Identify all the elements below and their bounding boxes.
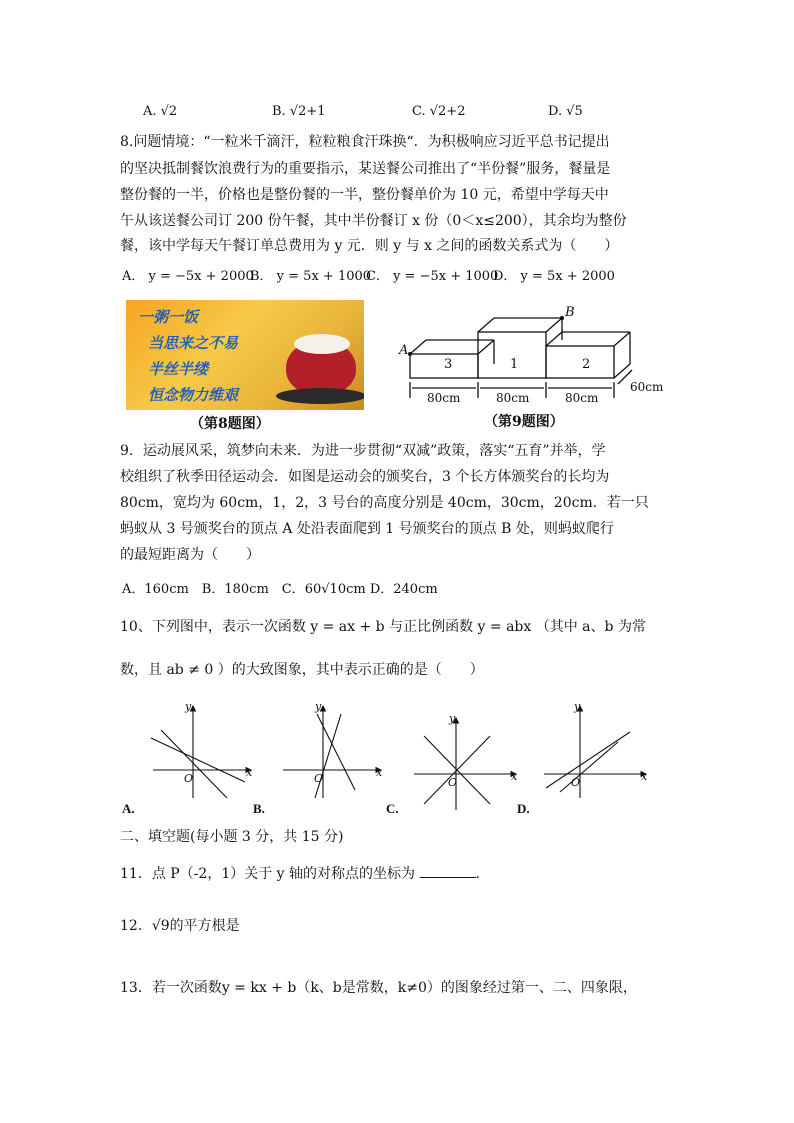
graph-b-y-label: y — [315, 700, 322, 713]
q9-line-4: 蚂蚁从 3 号颁奖台的顶点 A 处沿表面爬到 1 号颁奖台的顶点 B 处，则蚂蚁爬行 — [120, 521, 614, 537]
q11-text: 11．点 P（-2，1）关于 y 轴的对称点的坐标为 — [120, 866, 416, 882]
graph-b-x-label: x — [376, 766, 383, 779]
q8-option-c: C． y = −5x + 1000 — [366, 269, 499, 284]
q9-options: A．160cm B．180cm C．60√10cm D．240cm — [122, 582, 438, 597]
box-label-3: 3 — [444, 357, 453, 372]
figure-8-image — [126, 300, 364, 410]
q13: 13．若一次函数y = kx + b（k、b是常数，k≠0）的图象经过第一、二、四象限， — [120, 980, 637, 996]
q9-line-1: 9．运动展风采，筑梦向未来．为进一步贯彻“双减”政策，落实“五育”并举，学 — [120, 443, 606, 459]
poem-line-1: 一粥一饭 — [138, 308, 199, 326]
q7-option-c: C. √2+2 — [412, 104, 466, 119]
dim-80cm-1: 80cm — [427, 391, 461, 405]
rice-icon — [294, 334, 350, 354]
q8-line-1: 8.问题情境：“一粒米千滴汗，粒粒粮食汗珠换“．为积极响应习近平总书记提出 — [120, 134, 610, 150]
q8-line-5: 餐，该中学每天午餐订单总费用为 y 元．则 y 与 x 之间的函数关系式为（ ） — [120, 238, 619, 254]
label-b: B — [565, 305, 575, 320]
graph-d — [540, 700, 652, 800]
dim-80cm-3: 80cm — [565, 391, 599, 405]
dim-60cm: 60cm — [630, 380, 664, 394]
q8-option-d: D． y = 5x + 2000 — [493, 269, 615, 284]
q8-line-4: 午从该送餐公司订 200 份午餐，其中半份餐订 x 份（0＜x≤200），其余均为整份 — [120, 213, 627, 229]
section-2-heading: 二、填空题(每小题 3 分，共 15 分) — [120, 829, 344, 845]
graph-d-x-label: x — [641, 770, 648, 783]
label-a: A — [399, 343, 409, 358]
poem-line-3: 半丝半缕 — [148, 360, 209, 378]
graph-a-y-label: y — [185, 700, 192, 713]
q11-end: . — [475, 866, 480, 882]
graph-c-y-label: y — [449, 712, 456, 725]
box-label-1: 1 — [510, 357, 519, 372]
figure-8-caption: （第8题图） — [190, 416, 270, 432]
q8-line-3: 整份餐的一半，价格也是整份餐的一半，整份餐单价为 10 元，希望中学每天中 — [120, 187, 609, 203]
box-label-2: 2 — [582, 357, 591, 372]
poem-line-4: 恒念物力维艰 — [148, 386, 239, 404]
q12: 12．√9的平方根是 — [120, 918, 240, 934]
q11 — [120, 862, 480, 886]
graph-d-origin: O — [571, 776, 581, 789]
q7-option-b: B. √2+1 — [272, 104, 326, 119]
graph-a-x-label: x — [246, 766, 253, 779]
graph-b — [275, 700, 387, 800]
graph-b-label: B. — [253, 801, 265, 816]
q10-line-2: 数，且 ab ≠ 0 ）的大致图象，其中表示正确的是（ ） — [120, 662, 484, 678]
graph-c-origin: O — [448, 776, 458, 789]
plate-icon — [276, 388, 364, 404]
q8-option-a: A． y = −5x + 2000 — [122, 269, 254, 284]
graph-c-x-label: x — [511, 770, 518, 783]
q7-option-d: D. √5 — [548, 104, 583, 119]
graph-c-label: C. — [386, 801, 399, 816]
q9-line-2: 校组织了秋季田径运动会．如图是运动会的颁奖台，3 个长方体颁奖台的长均为 — [120, 469, 610, 485]
figure-9-caption: （第9题图） — [484, 414, 564, 430]
q7-option-a: A. √2 — [143, 104, 178, 119]
q9-line-3: 80cm，宽均为 60cm，1，2，3 号台的高度分别是 40cm，30cm，20cm．若一只 — [120, 495, 649, 511]
graph-c — [410, 712, 522, 812]
graph-a — [145, 700, 257, 800]
q9-line-5: 的最短距离为（ ） — [120, 547, 260, 563]
graph-d-y-label: y — [574, 700, 581, 713]
poem-line-2: 当思来之不易 — [148, 334, 239, 352]
graph-a-origin: O — [184, 772, 194, 785]
q8-option-b: B． y = 5x + 1000 — [250, 269, 372, 284]
dim-80cm-2: 80cm — [496, 391, 530, 405]
graph-a-label: A. — [122, 801, 135, 816]
q11-answer-blank — [420, 863, 476, 878]
q8-line-2: 的坚决抵制餐饮浪费行为的重要指示，某送餐公司推出了“半份餐”服务，餐量是 — [120, 161, 611, 177]
graph-d-label: D. — [517, 801, 530, 816]
graph-b-origin: O — [314, 772, 324, 785]
q10-line-1: 10、下列图中，表示一次函数 y = ax + b 与正比例函数 y = abx （其中 a、b 为常 — [120, 619, 646, 635]
